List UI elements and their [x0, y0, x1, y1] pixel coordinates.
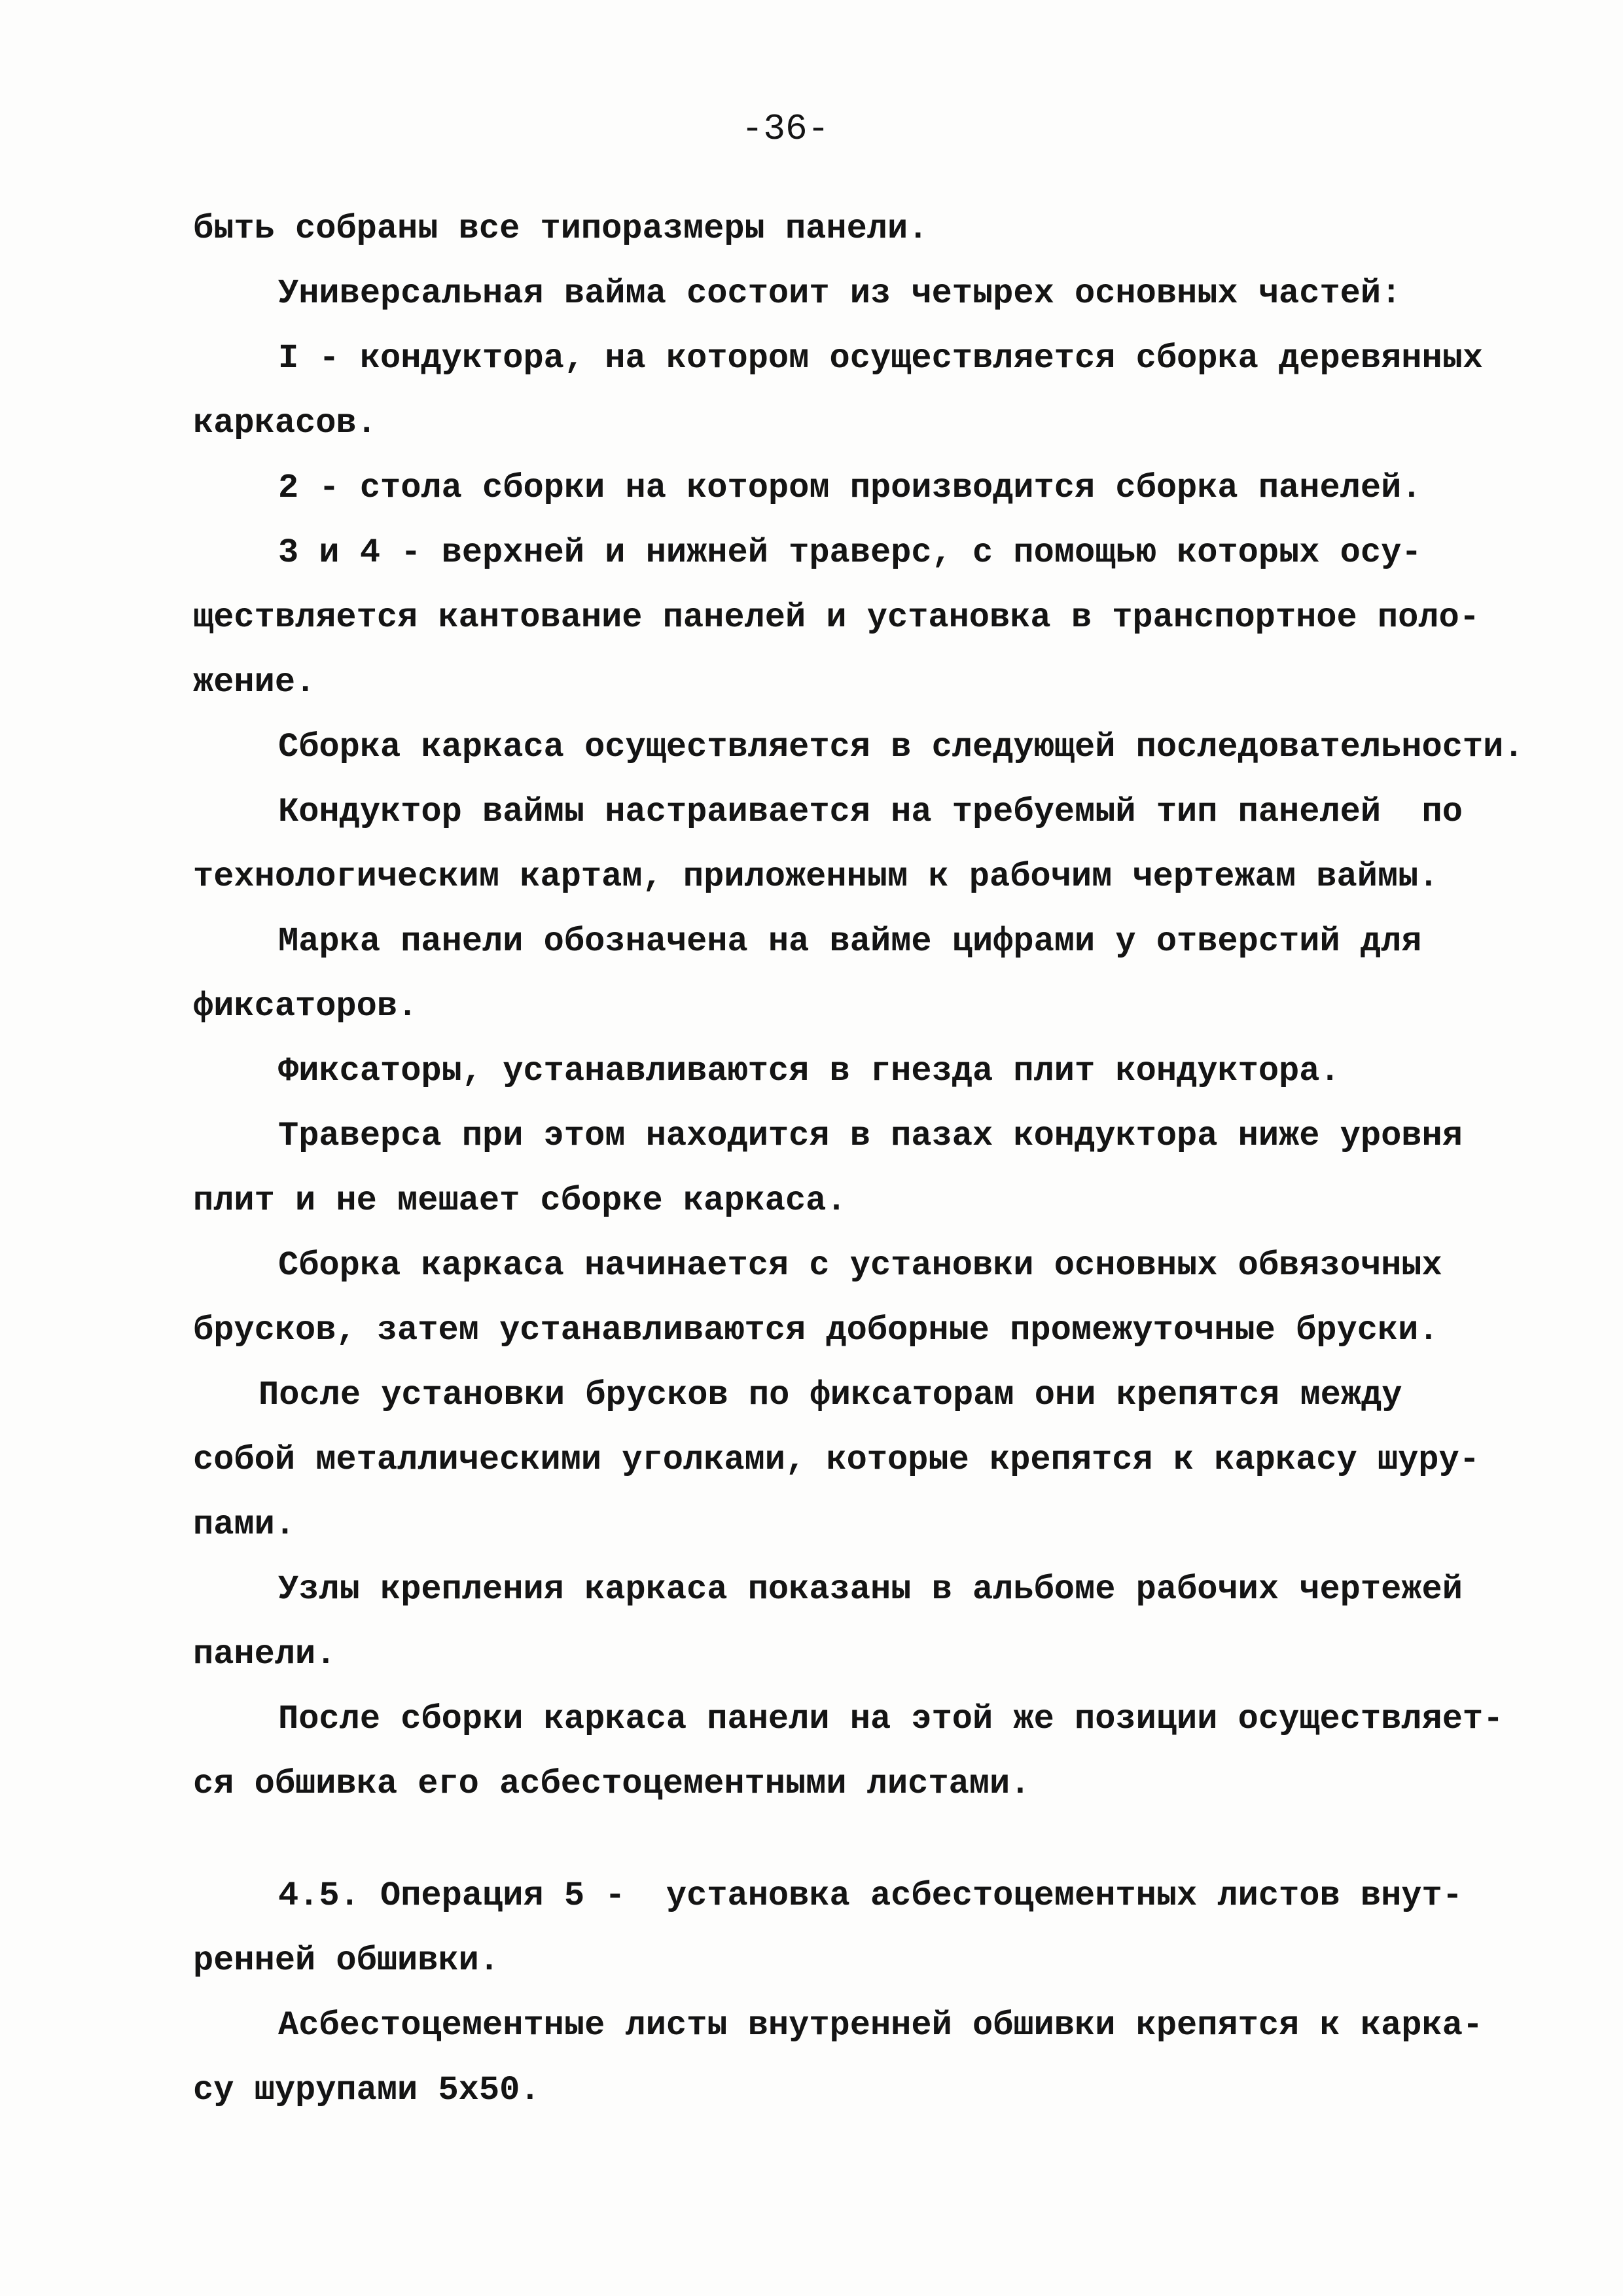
- text-line: брусков, затем устанавливаются доборные промежуточные бруски.: [193, 1311, 1439, 1350]
- text-line: После сборки каркаса панели на этой же позиции осуществляет-: [278, 1700, 1504, 1738]
- text-line: технологическим картам, приложенным к рабочим чертежам ваймы.: [193, 857, 1439, 896]
- text-line: После установки брусков по фиксаторам они крепятся между: [259, 1376, 1402, 1414]
- text-line: Кондуктор ваймы настраивается на требуемый тип панелей по: [278, 793, 1463, 831]
- section-gap: [193, 1816, 1515, 1863]
- text-line: Сборка каркаса осуществляется в следующей последовательности.: [278, 728, 1524, 766]
- text-line: ществляется кантование панелей и установка в транспортное поло-: [193, 598, 1480, 637]
- text-line: Сборка каркаса начинается с установки основных обвязочных: [278, 1246, 1442, 1285]
- text-line: Узлы крепления каркаса показаны в альбоме рабочих чертежей: [278, 1570, 1463, 1609]
- text-line: Асбестоцементные листы внутренней обшивки крепятся к карка-: [278, 2006, 1484, 2045]
- text-line: 3 и 4 - верхней и нижней траверс, с помощью которых осу-: [278, 533, 1422, 572]
- text-line: плит и не мешает сборке каркаса.: [193, 1181, 847, 1220]
- text-line: быть собраны все типоразмеры панели.: [193, 209, 929, 248]
- text-line: 2 - стола сборки на котором производится сборка панелей.: [278, 469, 1422, 507]
- text-line: фиксаторов.: [193, 987, 418, 1026]
- text-line: Траверса при этом находится в пазах кондуктора ниже уровня: [278, 1117, 1463, 1155]
- page-number: -36-: [741, 108, 830, 150]
- text-line: жение.: [193, 663, 316, 702]
- section-heading: 4.5. Операция 5 - установка асбестоцементных листов внут-: [278, 1876, 1463, 1915]
- text-line: су шурупами 5х50.: [193, 2071, 541, 2109]
- text-line: ренней обшивки.: [193, 1941, 500, 1980]
- text-line: Универсальная вайма состоит из четырех основных частей:: [278, 274, 1402, 313]
- text-line: ся обшивка его асбестоцементными листами.: [193, 1765, 1031, 1803]
- text-line: Марка панели обозначена на вайме цифрами у отверстий для: [278, 922, 1422, 961]
- text-line: I - кондуктора, на котором осуществляется сборка деревянных: [278, 339, 1484, 378]
- text-line: панели.: [193, 1635, 336, 1674]
- text-line: пами.: [193, 1505, 296, 1544]
- body-text: [193, 196, 1524, 2123]
- text-line: собой металлическими уголками, которые крепятся к каркасу шуру-: [193, 1441, 1480, 1479]
- text-line: Фиксаторы, устанавливаются в гнезда плит кондуктора.: [278, 1052, 1340, 1090]
- text-line: каркасов.: [193, 404, 377, 442]
